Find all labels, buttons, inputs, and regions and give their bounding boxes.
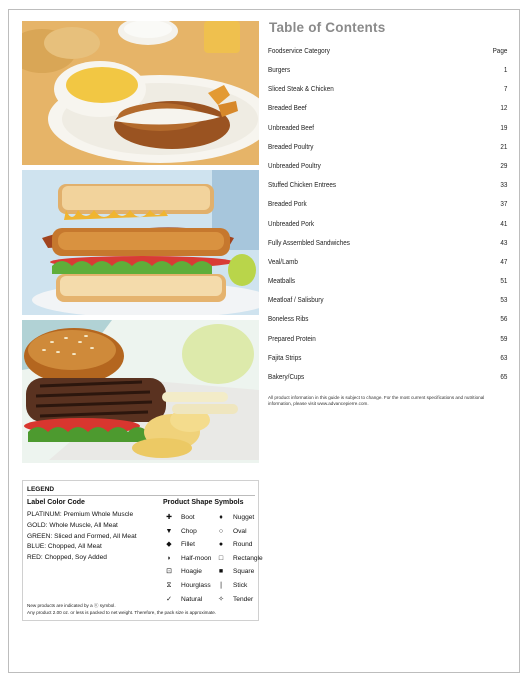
toc-row [268,276,507,295]
shape-symbol-item [163,552,211,566]
toc-page-number: 1 [503,65,508,74]
toc-header-row [268,46,507,65]
toc-category: Breaded Pork [268,199,307,209]
toc-category: Meatloaf / Salisbury [268,295,324,305]
toc-row [268,219,507,238]
toc-rows [268,65,510,391]
boot-symbol-icon: ✚ [166,514,172,521]
toc-category: Breaded Beef [268,103,307,113]
nugget-symbol-icon: ♦ [219,514,223,521]
label-color-item: GREEN: Sliced and Formed, All Meat [27,532,137,540]
toc-header-page: Page [492,46,508,55]
toc-page-number: 29 [500,160,508,170]
shape-symbol-label: Round [233,541,253,549]
toc-page-number: 51 [500,276,508,286]
toc-page-number: 47 [500,256,508,266]
net-weight-note: Any product 2.00 oz. or less is packed to net weight. Therefore, the pack size is approximate. [27,609,217,615]
hoagie-symbol-icon: ⊡ [166,568,172,576]
shape-symbol-label: Hoagie [181,568,202,576]
legend-divider [27,495,255,496]
shape-symbol-label: Stick [233,581,248,589]
toc-page-number: 63 [500,352,508,362]
tender-symbol-icon: ✧ [218,595,224,603]
toc-page-number: 53 [500,295,508,305]
label-color-item: RED: Chopped, Soy Added [27,554,107,562]
shape-symbol-label: Fillet [181,541,195,549]
toc-page-number: 19 [500,122,508,132]
shape-symbol-label: Rectangle [233,554,263,562]
toc-category: Fajita Strips [268,352,302,362]
toc-category: Sliced Steak & Chicken [268,84,334,94]
toc-category: Boneless Ribs [268,314,309,324]
toc-row [268,123,507,142]
toc-row [268,238,507,257]
shape-symbol-item [215,593,263,607]
toc-page-number: 37 [500,199,508,209]
shape-symbol-item [215,511,263,525]
rectangle-symbol-icon: □ [218,554,224,562]
label-color-item: BLUE: Chopped, All Meat [27,543,102,551]
toc-category: Burgers [268,65,291,74]
toc-row [268,199,507,218]
shape-symbol-item [163,579,211,593]
toc-row [268,161,507,180]
label-color-heading: Label Color Code [27,499,85,506]
toc-row [268,257,507,276]
shape-symbols-heading: Product Shape Symbols [163,499,244,506]
toc-category: Prepared Protein [268,333,316,343]
natural-symbol-icon: ✓ [166,595,172,603]
shape-symbol-label: Tender [233,595,254,603]
table-of-contents [268,20,510,407]
shape-symbols-left-column [163,511,211,606]
fillet-symbol-icon: ◆ [166,541,172,549]
round-symbol-icon: ● [218,541,224,549]
toc-disclaimer: All product information in this guide is subject to change. For the most current specifications and nutritional information, please visit www.advancepierre.com. [268,395,485,407]
toc-row [268,372,507,391]
toc-page-number: 56 [500,314,508,324]
legend-title: LEGEND [27,486,55,493]
shape-symbol-item [215,565,263,579]
shape-symbol-item [163,525,211,539]
shape-symbol-item [215,552,263,566]
stick-symbol-icon: ❘ [218,581,224,589]
shape-symbol-label: Oval [233,527,247,535]
shape-symbol-label: Natural [181,595,203,603]
photo-chicken-fried-steak [22,21,259,165]
legend-box [22,480,263,621]
toc-row [268,334,507,353]
toc-row [268,103,507,122]
shape-symbol-item [215,579,263,593]
toc-row [268,142,507,161]
toc-row [268,353,507,372]
toc-category: Unbreaded Pork [268,218,315,228]
toc-page-number: 41 [500,218,508,228]
toc-page-number: 59 [500,333,508,343]
shape-symbol-label: Square [233,568,255,576]
toc-category: Bakery/Cups [268,372,305,381]
toc-page-number: 12 [500,103,508,113]
toc-title: Table of Contents [269,20,386,35]
toc-category: Unbreaded Beef [268,122,315,132]
shape-symbol-item [163,565,211,579]
new-product-note: New products are indicated by a ⓝ symbol. [27,603,116,608]
shape-symbol-item [163,511,211,525]
toc-header-category: Foodservice Category [268,46,330,55]
legend-notes [27,603,216,616]
toc-row [268,295,507,314]
shape-symbol-item [215,525,263,539]
toc-row [268,314,507,333]
label-color-item: GOLD: Whole Muscle, All Meat [27,521,118,529]
hourglass-symbol-icon: ⧖ [166,581,172,589]
toc-category: Breaded Poultry [268,141,314,151]
label-color-item: PLATINUM: Premium Whole Muscle [27,511,134,518]
shape-symbol-item [163,538,211,552]
shape-symbol-label: Hourglass [181,581,211,589]
shape-symbol-item [215,538,263,552]
shape-symbols-right-column [215,511,263,606]
toc-category: Unbreaded Poultry [268,160,321,170]
toc-row [268,180,507,199]
square-symbol-icon: ■ [218,568,224,576]
toc-category: Stuffed Chicken Entrees [268,180,337,190]
photo-burger-chips [22,320,259,463]
toc-page-number: 43 [500,237,508,247]
toc-page-number: 21 [500,141,508,151]
shape-symbol-label: Chop [181,527,197,535]
toc-category: Meatballs [268,276,296,286]
toc-page-number: 33 [500,180,508,190]
label-color-list [27,510,137,564]
oval-symbol-icon: ○ [218,527,224,535]
toc-row [268,84,507,103]
half-moon-symbol-icon: ◗ [166,554,172,562]
shape-symbol-label: Half-moon [181,554,212,562]
toc-category: Veal/Lamb [268,256,298,266]
chop-symbol-icon: ▼ [165,527,173,535]
shape-symbol-label: Nugget [233,514,255,521]
shape-symbol-label: Boot [181,514,195,521]
toc-row [268,65,507,84]
photo-chicken-sandwich [22,170,259,315]
toc-page-number: 65 [500,372,508,381]
toc-category: Fully Assembled Sandwiches [268,237,350,247]
toc-page-number: 7 [503,84,508,94]
